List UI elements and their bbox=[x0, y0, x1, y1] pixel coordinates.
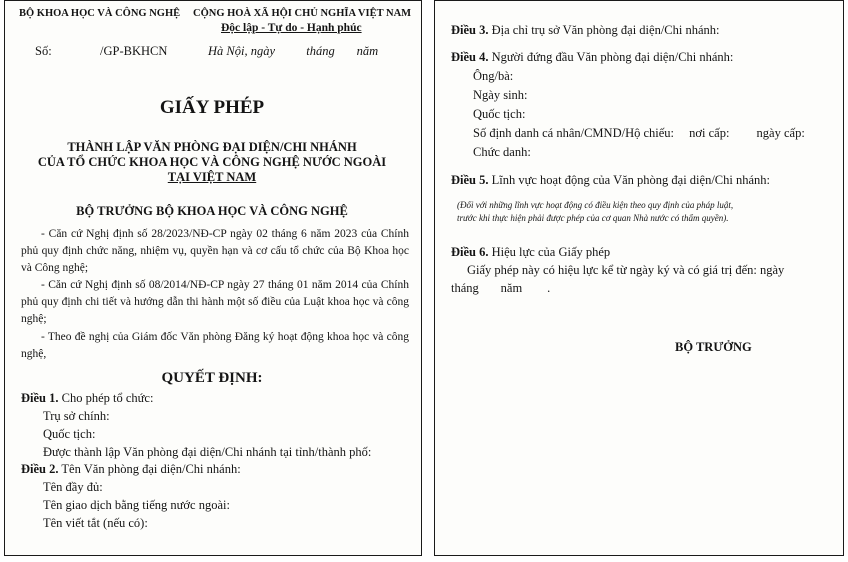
decision-heading: QUYẾT ĐỊNH: bbox=[161, 370, 263, 386]
id-number-label: Số định danh cá nhân/CMND/Hộ chiếu: bbox=[473, 126, 675, 140]
article-5-label: Điều 5. bbox=[451, 173, 489, 187]
field-person-name: Ông/bà: bbox=[473, 69, 514, 83]
national-motto: Độc lập - Tự do - Hạnh phúc bbox=[221, 22, 362, 34]
article-4-label: Điều 4. bbox=[451, 50, 489, 64]
issue-place-label: nơi cấp: bbox=[689, 126, 730, 140]
issue-date-label: ngày cấp: bbox=[756, 126, 805, 140]
document-number: /GP-BKHCN bbox=[100, 44, 168, 58]
article-2 bbox=[21, 463, 241, 476]
article-6-label: Điều 6. bbox=[451, 245, 489, 259]
article-3-label: Điều 3. bbox=[451, 23, 489, 37]
article-1 bbox=[21, 392, 153, 405]
country-header: CỘNG HOÀ XÃ HỘI CHỦ NGHĨA VIỆT NAM bbox=[193, 8, 412, 19]
article-5-note-line-1: (Đối với những lĩnh vực hoạt động có điều kiện theo quy định của pháp luật, bbox=[457, 200, 734, 210]
article-6-body-line-1: Giấy phép này có hiệu lực kể từ ngày ký và có giá trị đến: ngày bbox=[467, 263, 785, 277]
article-6-body-line-2: tháng năm . bbox=[451, 281, 551, 295]
article-3-text: Địa chỉ trụ sở Văn phòng đại diện/Chi nhánh: bbox=[491, 23, 720, 37]
subtitle-line-2: CỦA TỔ CHỨC KHOA HỌC VÀ CÔNG NGHỆ NƯỚC NGOÀI bbox=[37, 155, 387, 169]
article-5-text: Lĩnh vực hoạt động của Văn phòng đại diện/Chi nhánh: bbox=[491, 173, 770, 187]
article-6-text: Hiệu lực của Giấy phép bbox=[491, 245, 611, 259]
document-number-label: Số: bbox=[35, 44, 52, 58]
subtitle-line-3: TẠI VIỆT NAM bbox=[167, 170, 257, 184]
legal-basis-2: - Căn cứ Nghị định số 08/2014/NĐ-CP ngày 27 tháng 01 năm 2014 của Chính phủ quy định chi tiết và hướng dẫn thi hành một số điều của Luật khoa học và công nghệ; bbox=[21, 279, 409, 325]
article-4-text: Người đứng đầu Văn phòng đại diện/Chi nhánh: bbox=[491, 50, 734, 64]
field-head-office: Trụ sở chính: bbox=[43, 409, 110, 423]
signature-title: BỘ TRƯỞNG bbox=[675, 340, 752, 354]
field-established-location: Được thành lập Văn phòng đại diện/Chi nhánh tại tỉnh/thành phố: bbox=[43, 445, 372, 459]
subtitle-line-1: THÀNH LẬP VĂN PHÒNG ĐẠI DIỆN/CHI NHÁNH bbox=[67, 140, 357, 154]
field-person-nationality: Quốc tịch: bbox=[473, 107, 526, 121]
article-2-text: Tên Văn phòng đại diện/Chi nhánh: bbox=[61, 462, 241, 476]
field-birth-date: Ngày sinh: bbox=[473, 88, 528, 102]
field-foreign-name: Tên giao dịch bằng tiếng nước ngoài: bbox=[43, 498, 230, 512]
article-2-label: Điều 2. bbox=[21, 462, 59, 476]
article-5-note-line-2: trước khi thực hiện phải được phép của cơ quan Nhà nước có thẩm quyền). bbox=[457, 213, 729, 223]
field-position: Chức danh: bbox=[473, 145, 531, 159]
field-nationality: Quốc tịch: bbox=[43, 427, 96, 441]
article-4 bbox=[451, 51, 733, 64]
article-5 bbox=[451, 174, 770, 187]
field-id-number bbox=[473, 127, 805, 140]
article-1-label: Điều 1. bbox=[21, 391, 59, 405]
field-abbreviation: Tên viết tắt (nếu có): bbox=[43, 516, 148, 530]
permit-page-right bbox=[434, 0, 844, 556]
permit-page-left bbox=[4, 0, 422, 556]
authority-heading: BỘ TRƯỞNG BỘ KHOA HỌC VÀ CÔNG NGHỆ bbox=[76, 204, 348, 218]
legal-basis-1: - Căn cứ Nghị định số 28/2023/NĐ-CP ngày 02 tháng 6 năm 2023 của Chính phủ quy định chức năng, nhiệm vụ, quyền hạn và cơ cấu tổ chức của Bộ Khoa học và Công nghệ; bbox=[21, 228, 409, 274]
article-3 bbox=[451, 24, 720, 37]
document-title: GIẤY PHÉP bbox=[159, 97, 265, 118]
article-6 bbox=[451, 246, 610, 259]
legal-basis-3: - Theo đề nghị của Giám đốc Văn phòng Đăng ký hoạt động khoa học và công nghệ, bbox=[21, 331, 409, 360]
field-full-name: Tên đầy đủ: bbox=[43, 480, 103, 494]
article-1-text: Cho phép tổ chức: bbox=[61, 391, 154, 405]
ministry-header: BỘ KHOA HỌC VÀ CÔNG NGHỆ bbox=[19, 8, 181, 19]
place-date: Hà Nội, ngày tháng năm bbox=[208, 44, 379, 58]
